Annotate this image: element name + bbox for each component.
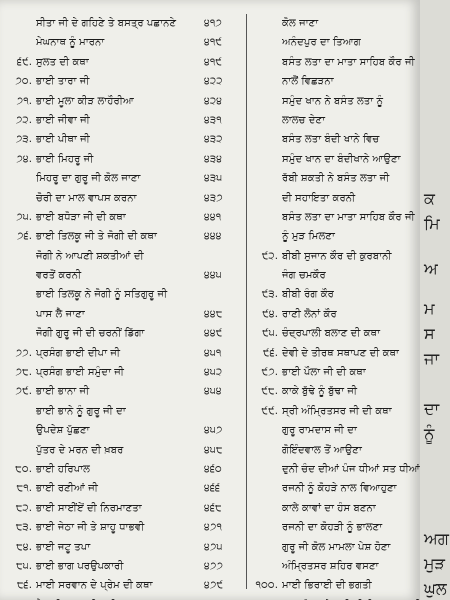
entry-page-number: ੪੫੨ bbox=[204, 367, 223, 379]
entry-number bbox=[6, 169, 36, 188]
entry-title: ਭਾਈ ਬਧੋੜਾ ਜੀ ਦੀ ਕਥਾ bbox=[36, 211, 126, 223]
contents-entry bbox=[252, 33, 420, 52]
entry-number: ੧੦੦. bbox=[255, 580, 278, 592]
contents-entry bbox=[6, 363, 242, 382]
entry-title: ਮੇਘਨਾਥ ਨੂੰ ਮਾਰਨਾ bbox=[36, 37, 105, 49]
entry-page-number: ੪੩੫ bbox=[204, 173, 223, 185]
entry-title: ਗੁਰੂ ਰਾਮਦਾਸ ਜੀ ਦਾ bbox=[282, 425, 357, 437]
contents-entry bbox=[252, 189, 420, 208]
entry-number bbox=[6, 33, 36, 52]
contents-entry bbox=[6, 344, 242, 363]
entry-number: ੭੨. bbox=[15, 114, 32, 126]
contents-entry bbox=[6, 169, 242, 188]
entry-title: ਰਾਣੀ ਲੋਨਾਂ ਕੌਰ bbox=[282, 308, 337, 320]
entry-number: ੭੧. bbox=[16, 95, 32, 107]
contents-entry bbox=[252, 208, 420, 227]
entry-page-number: ੪੭੯ bbox=[204, 580, 224, 592]
entry-title: ਜੰਗ ਚਮਕੌਰ bbox=[282, 270, 326, 282]
entry-page-number: ੪੫੧ bbox=[204, 347, 222, 359]
contents-entry bbox=[252, 324, 420, 343]
entry-number: ੭੮. bbox=[15, 367, 32, 379]
entry-number bbox=[252, 441, 282, 460]
entry-title: ਭਾਈ ਤਾਰਾ ਜੀ bbox=[36, 76, 90, 88]
entry-page-number bbox=[200, 596, 242, 600]
entry-number: ੭੩. bbox=[15, 134, 32, 146]
entry-number bbox=[6, 14, 36, 33]
contents-entry bbox=[252, 441, 420, 460]
entry-title: ਲਾਲਚ ਦੇਣਾ bbox=[282, 114, 326, 126]
entry-number: ੭੦. bbox=[15, 76, 32, 88]
entry-title: ਭਾਈ ਮਿਹਰੂ ਜੀ bbox=[36, 153, 94, 165]
entry-title: ਭਾਈ ਪੀਥਾ ਜੀ bbox=[36, 134, 90, 146]
entry-page-number: ੪੪੪ bbox=[204, 231, 222, 243]
entry-page-number bbox=[200, 285, 242, 304]
contents-entry bbox=[252, 499, 420, 518]
entry-page-number: ੪੪੧ bbox=[204, 211, 222, 223]
contents-entry bbox=[252, 479, 420, 498]
entry-title: ਭਾਈ ਪੌਲਾ ਜੀ ਦੀ ਕਥਾ bbox=[282, 367, 366, 379]
contents-entry bbox=[6, 402, 242, 421]
entry-title: ਭਾਈ ਜਟੂ ਤਪਾ bbox=[36, 541, 91, 553]
entry-page-number: ੪੬੮ bbox=[204, 502, 222, 514]
contents-column-left bbox=[6, 14, 242, 600]
entry-page-number: ੪੪੫ bbox=[204, 270, 222, 282]
entry-number: ੯੩. bbox=[261, 289, 278, 301]
contents-entry bbox=[252, 92, 420, 111]
contents-entry bbox=[252, 576, 420, 595]
entry-number bbox=[6, 189, 36, 208]
entry-title: ਮਿਹਰੂ ਦਾ ਗੁਰੂ ਜੀ ਕੋਲ ਜਾਣਾ bbox=[36, 173, 141, 185]
contents-entry bbox=[252, 130, 420, 149]
column-divider bbox=[246, 14, 247, 589]
contents-entry bbox=[6, 208, 242, 227]
entry-number bbox=[252, 14, 282, 33]
entry-number: ੯੯. bbox=[261, 405, 278, 417]
entry-title: ਬਸੰਤ ਲਤਾ ਦਾ ਮਾਤਾ ਸਾਹਿਬ ਕੌਰ ਜੀ bbox=[282, 211, 415, 223]
entry-number bbox=[252, 53, 282, 72]
entry-page-number: ੪੭੧ bbox=[204, 522, 222, 534]
contents-entry bbox=[6, 596, 242, 600]
entry-number: ੯੫. bbox=[262, 328, 278, 340]
entry-number bbox=[6, 266, 36, 285]
entry-title: ਬਸੰਤ ਲਤਾ ਬੰਦੀ ਖਾਨੇ ਵਿਚ bbox=[282, 134, 380, 146]
entry-number bbox=[6, 247, 36, 266]
entry-number bbox=[252, 208, 282, 227]
entry-title: ਗੋਇੰਦਵਾਲ ਤੋਂ ਆਉਣਾ bbox=[282, 444, 362, 456]
entry-page-number bbox=[200, 402, 242, 421]
entry-page-number: ੪੨੨ bbox=[204, 76, 223, 88]
contents-entry bbox=[6, 266, 242, 285]
entry-title: ਭਾਈ ਸਾਈਂਏਂ ਦੀ ਨਿਰਮਾਣਤਾ bbox=[36, 502, 142, 514]
entry-number bbox=[252, 596, 282, 600]
entry-title: ਬੀਬੀ ਸੁਜਾਨ ਕੌਰ ਦੀ ਕੁਰਬਾਨੀ bbox=[282, 250, 392, 262]
contents-entry bbox=[252, 363, 420, 382]
next-page-text-fragment: ਮੁੜ bbox=[424, 554, 445, 573]
entry-title: ਸਮੁੰਦ ਖਾਨ ਨੇ ਬਸੰਤ ਲਤਾ ਨੂੰ bbox=[282, 95, 384, 107]
entry-page-number: ੪੩੪ bbox=[204, 153, 223, 165]
next-page-text-fragment: ਸ bbox=[424, 324, 435, 343]
entry-title: ਕਾਲੇ ਕਾਵਾਂ ਦਾ ਹੰਸ ਬਣਨਾ bbox=[282, 502, 376, 514]
entry-title: ਨੂੰ ਮੁੜ ਮਿਲਣਾ bbox=[282, 231, 335, 243]
next-page-text-fragment: ਦਾ bbox=[424, 399, 440, 418]
entry-title: ਨਾਲੋਂ ਵਿਛੜਨਾ bbox=[282, 76, 334, 88]
entry-number: ੯੬. bbox=[262, 347, 278, 359]
adjacent-page-edge bbox=[420, 0, 450, 600]
contents-entry bbox=[252, 150, 420, 169]
entry-title: ਭਾਈ ਜੇਠਾ ਜੀ ਤੇ ਸ਼ਾਹੂ ਧਾਭਵੀ bbox=[36, 522, 145, 534]
entry-page-number: ੪੫੪ bbox=[204, 386, 222, 398]
entry-title: ਜੋਗੀ ਨੇ ਆਪਣੀ ਸ਼ਕਤੀਆਂ ਦੀ bbox=[36, 250, 144, 262]
entry-page-number: ੪੪੮ bbox=[204, 308, 223, 320]
entry-page-number: ੪੧੯ bbox=[204, 37, 223, 49]
contents-entry bbox=[6, 285, 242, 304]
contents-entry bbox=[6, 130, 242, 149]
next-page-text-fragment: ਅ bbox=[424, 259, 438, 278]
contents-entry bbox=[6, 460, 242, 479]
entry-title: ਰੱਬੀ ਸ਼ਕਤੀ ਨੇ ਬਸੰਤ ਲਤਾ ਜੀ bbox=[282, 173, 390, 185]
contents-entry bbox=[6, 576, 242, 595]
entry-number: ੭੪. bbox=[16, 153, 32, 165]
entry-title: ਮਾਈ ਭਿਰਾਈ ਦੀ ਭਗਤੀ bbox=[282, 580, 372, 592]
entry-title: ਸੀਤਾ ਜੀ ਦੇ ਗਹਿਣੇ ਤੇ ਬਸਤ੍ਰ ਪਛਾਨਣੇ bbox=[36, 18, 177, 29]
entry-number bbox=[252, 150, 282, 169]
next-page-text-fragment: ਅਗ bbox=[424, 529, 449, 548]
contents-entry bbox=[6, 421, 242, 440]
entry-page-number: ੪੫੭ bbox=[204, 425, 223, 437]
entry-page-number: ੪੩੨ bbox=[204, 134, 223, 146]
entry-number bbox=[6, 324, 36, 343]
next-page-text-fragment: ਮਿ bbox=[424, 214, 440, 233]
contents-entry bbox=[252, 382, 420, 401]
contents-entry bbox=[6, 538, 242, 557]
entry-number: ੭੭. bbox=[15, 347, 32, 359]
entry-number bbox=[6, 441, 36, 460]
entry-number bbox=[252, 189, 282, 208]
entry-title: ਭਾਈ ਹਰਿਪਾਲ bbox=[36, 463, 91, 475]
contents-entry bbox=[6, 53, 242, 72]
entry-number: ੭੬. bbox=[17, 231, 32, 243]
entry-page-number: ੪੫੮ bbox=[204, 444, 223, 456]
next-page-text-fragment: ਘੁਲ bbox=[424, 579, 447, 598]
entry-page-number: ੪੧੯ bbox=[204, 56, 223, 68]
entry-title: ਮਾਈ ਸਰਵਾਨ ਦੇ ਪ੍ਰੇਮ ਦੀ ਕਥਾ bbox=[36, 580, 153, 592]
entry-number bbox=[252, 227, 282, 246]
entry-page-number: ੪੭੭ bbox=[204, 560, 224, 572]
entry-title: ਬਸੰਤ ਲਤਾ ਦਾ ਮਾਤਾ ਸਾਹਿਬ ਕੌਰ ਜੀ bbox=[282, 56, 415, 68]
contents-column-right bbox=[252, 14, 420, 600]
entry-number: ੮੫. bbox=[16, 560, 32, 572]
entry-number bbox=[6, 285, 36, 304]
contents-entry bbox=[252, 169, 420, 188]
contents-entry bbox=[6, 92, 242, 111]
entry-title: ਭਾਈ ਜੀਵਾ ਜੀ bbox=[36, 114, 90, 126]
entry-title: ਦੇਵੀ ਦੇ ਤੀਰਥ ਸਥਾਪਣ ਦੀ ਕਥਾ bbox=[282, 347, 399, 359]
contents-entry bbox=[252, 266, 420, 285]
entry-title: ਦੁਨੀ ਚੰਦ ਦੀਆਂ ਪੰਜ ਧੀਆਂ ਸਤ ਧੀਆਂ bbox=[282, 463, 420, 475]
entry-title: ਪ੍ਰਸੰਗ ਭਾਈ ਸਮੁੰਦਾ ਜੀ bbox=[36, 367, 124, 379]
entry-title: ਭਾਈ ਭਾਨੇ ਨੂੰ ਗੁਰੂ ਜੀ ਦਾ bbox=[36, 405, 126, 417]
contents-entry bbox=[252, 247, 420, 266]
entry-number bbox=[6, 305, 36, 324]
entry-number: ੮੨. bbox=[15, 502, 32, 514]
entry-page-number: ੪੬੦ bbox=[204, 463, 222, 475]
contents-entry bbox=[6, 499, 242, 518]
contents-entry bbox=[6, 14, 242, 33]
entry-title: ਸਮੁੰਦ ਖਾਨ ਦਾ ਬੰਦੀਖਾਨੇ ਆਉਣਾ bbox=[282, 153, 401, 165]
contents-entry bbox=[6, 150, 242, 169]
contents-entry bbox=[252, 14, 420, 33]
entry-page-number: ੪੬੬ bbox=[204, 483, 221, 495]
entry-title: ਪਾਸ ਲੈ ਜਾਣਾ bbox=[36, 308, 85, 320]
contents-entry bbox=[6, 189, 242, 208]
entry-number: ੮੧. bbox=[16, 483, 32, 495]
entry-title: ਭਾਈ ਮੂਲਾ ਕੀੜ ਲਾਹੌਰੀਆ bbox=[36, 95, 135, 107]
entry-page-number: ੪੩੭ bbox=[204, 192, 223, 204]
entry-page-number: ੪੭੫ bbox=[204, 541, 223, 553]
entry-title: ਦੀ ਸਹਾਇਤਾ ਕਰਨੀ bbox=[282, 192, 356, 204]
next-page-text-fragment: ਮ bbox=[424, 299, 435, 318]
entry-title: ਕੋਲ ਜਾਣਾ bbox=[282, 18, 319, 29]
entry-number: ੮੩. bbox=[15, 522, 32, 534]
entry-number: ੯੨. bbox=[261, 250, 278, 262]
contents-entry bbox=[6, 324, 242, 343]
entry-title: ਚੋਰੀ ਦਾ ਮਾਲ ਵਾਪਸ ਕਰਨਾ bbox=[36, 192, 137, 204]
contents-entry bbox=[252, 305, 420, 324]
entry-number bbox=[6, 402, 36, 421]
entry-number: ੬੯. bbox=[16, 56, 32, 68]
contents-entry bbox=[252, 460, 420, 479]
entry-number bbox=[252, 538, 282, 557]
contents-entry bbox=[252, 538, 420, 557]
contents-entry bbox=[6, 479, 242, 498]
contents-entry bbox=[252, 227, 420, 246]
entry-title: ਸ੍ਰੀ ਅੰਮ੍ਰਿਤਸਰ ਜੀ ਦੀ ਕਥਾ bbox=[282, 405, 392, 417]
entry-title: ਜੋਗੀ ਗੁਰੂ ਜੀ ਦੀ ਚਰਨੀਂ ਡਿੱਗਾ bbox=[36, 328, 145, 340]
entry-title: ਬੀਬੀ ਰੰਗ ਕੌਰ bbox=[282, 289, 334, 301]
entry-number bbox=[6, 421, 36, 440]
entry-page-number: ੪੨੪ bbox=[204, 95, 223, 107]
entry-title: ਅਨੰਦਪੁਰ ਦਾ ਤਿਆਗ bbox=[282, 37, 361, 49]
entry-title: ਰਜਨੀ ਦਾ ਕੋਹੜੀ ਨੂੰ ਭਾਲਣਾ bbox=[282, 522, 383, 534]
entry-title: ਭਾਈ ਭਾਨਾ ਜੀ bbox=[36, 386, 90, 398]
entry-number: ੮੪. bbox=[16, 541, 32, 553]
entry-title: ਪ੍ਰਸੰਗ ਭਾਈ ਦੀਪਾ ਜੀ bbox=[36, 347, 121, 359]
next-page-text-fragment: ਜਾ bbox=[424, 349, 440, 368]
entry-number: ੮੬. bbox=[16, 580, 32, 592]
contents-entry bbox=[6, 518, 242, 537]
entry-number bbox=[252, 266, 282, 285]
entry-number bbox=[252, 92, 282, 111]
contents-entry bbox=[252, 111, 420, 130]
entry-title: ਚੰਦ੍ਰਪਾਲੀ ਬਲਾਣ ਦੀ ਕਥਾ bbox=[282, 328, 380, 340]
contents-entry bbox=[6, 382, 242, 401]
entry-title: ਉਪਦੇਸ਼ ਪੁੱਛਣਾ bbox=[36, 425, 90, 437]
entry-title: ਕਾਕੇ ਬੁੱਢੇ ਨੂੰ ਬੁੱਢਾ ਜੀ bbox=[282, 386, 358, 398]
entry-number: ੯੮. bbox=[261, 386, 278, 398]
entry-title bbox=[282, 596, 420, 600]
contents-entry bbox=[252, 344, 420, 363]
entry-page-number: ੪੩੧ bbox=[204, 114, 222, 126]
contents-entry bbox=[6, 72, 242, 91]
entry-page-number: ੪੧੭ bbox=[204, 18, 222, 29]
entry-number: ੭੯. bbox=[15, 386, 32, 398]
entry-title: ਗੁਰੂ ਜੀ ਕੋਲ ਮਾਮਲਾ ਪੇਸ਼ ਹੋਣਾ bbox=[282, 541, 391, 553]
contents-entry bbox=[6, 557, 242, 576]
entry-title: ਭਾਈ ਭਾਗ ਪਰਉਪਕਾਰੀ bbox=[36, 560, 124, 572]
entry-number: ੮੦. bbox=[15, 463, 32, 475]
contents-entry bbox=[6, 441, 242, 460]
entry-number bbox=[252, 460, 282, 479]
entry-number bbox=[252, 72, 282, 91]
entry-title: ਰਜਨੀ ਨੂੰ ਕੋਹੜੇ ਨਾਲ ਵਿਆਹੁਣਾ bbox=[282, 483, 397, 495]
contents-entry bbox=[252, 557, 420, 576]
contents-entry bbox=[252, 285, 420, 304]
entry-number bbox=[252, 111, 282, 130]
entry-title: ਵਰਤੋਂ ਕਰਨੀ bbox=[36, 270, 82, 282]
entry-title: ਭਾਈ ਰਣੀਆਂ ਜੀ bbox=[36, 483, 98, 495]
contents-entry bbox=[6, 111, 242, 130]
entry-number bbox=[252, 518, 282, 537]
entry-number bbox=[6, 596, 36, 600]
contents-entry bbox=[252, 72, 420, 91]
entry-number: ੯੭. bbox=[261, 367, 278, 379]
next-page-text-fragment: ਕ bbox=[424, 189, 435, 208]
entry-page-number: ੪੪੯ bbox=[204, 328, 223, 340]
entry-title: ਭਾਈ ਤਿਲਕੂ ਜੀ ਤੇ ਜੋਗੀ ਦੀ ਕਥਾ bbox=[36, 231, 157, 243]
entry-number: ੭੫. bbox=[16, 211, 32, 223]
entry-number bbox=[252, 33, 282, 52]
contents-entry bbox=[6, 305, 242, 324]
entry-number bbox=[252, 499, 282, 518]
next-page-text-fragment: ਨੂੰ bbox=[424, 424, 435, 443]
entry-title: ਸੁਲਤ ਦੀ ਕਥਾ bbox=[36, 56, 89, 68]
entry-page-number bbox=[200, 247, 242, 266]
contents-entry bbox=[6, 247, 242, 266]
entry-number bbox=[252, 130, 282, 149]
entry-number: ੯੪. bbox=[262, 308, 278, 320]
contents-entry bbox=[252, 518, 420, 537]
entry-number bbox=[252, 169, 282, 188]
contents-entry bbox=[252, 421, 420, 440]
entry-number bbox=[252, 421, 282, 440]
entry-number bbox=[252, 479, 282, 498]
contents-entry bbox=[6, 227, 242, 246]
entry-title: ਅੰਮ੍ਰਿਤਸਰ ਸ਼ਹਿਰ ਵਸਣਾ bbox=[282, 560, 379, 572]
entry-title: ਭਾਈ ਤਿਲਕੂ ਨੇ ਜੋਗੀ ਨੂੰ ਸਤਿਗੁਰੂ ਜੀ bbox=[36, 289, 168, 301]
entry-title bbox=[36, 596, 200, 600]
entry-number bbox=[252, 557, 282, 576]
contents-entry bbox=[252, 53, 420, 72]
contents-entry bbox=[6, 33, 242, 52]
contents-entry bbox=[252, 596, 420, 600]
entry-title: ਪੁੱਤਰ ਦੇ ਮਰਨ ਦੀ ਖ਼ਬਰ bbox=[36, 444, 124, 456]
contents-entry bbox=[252, 402, 420, 421]
